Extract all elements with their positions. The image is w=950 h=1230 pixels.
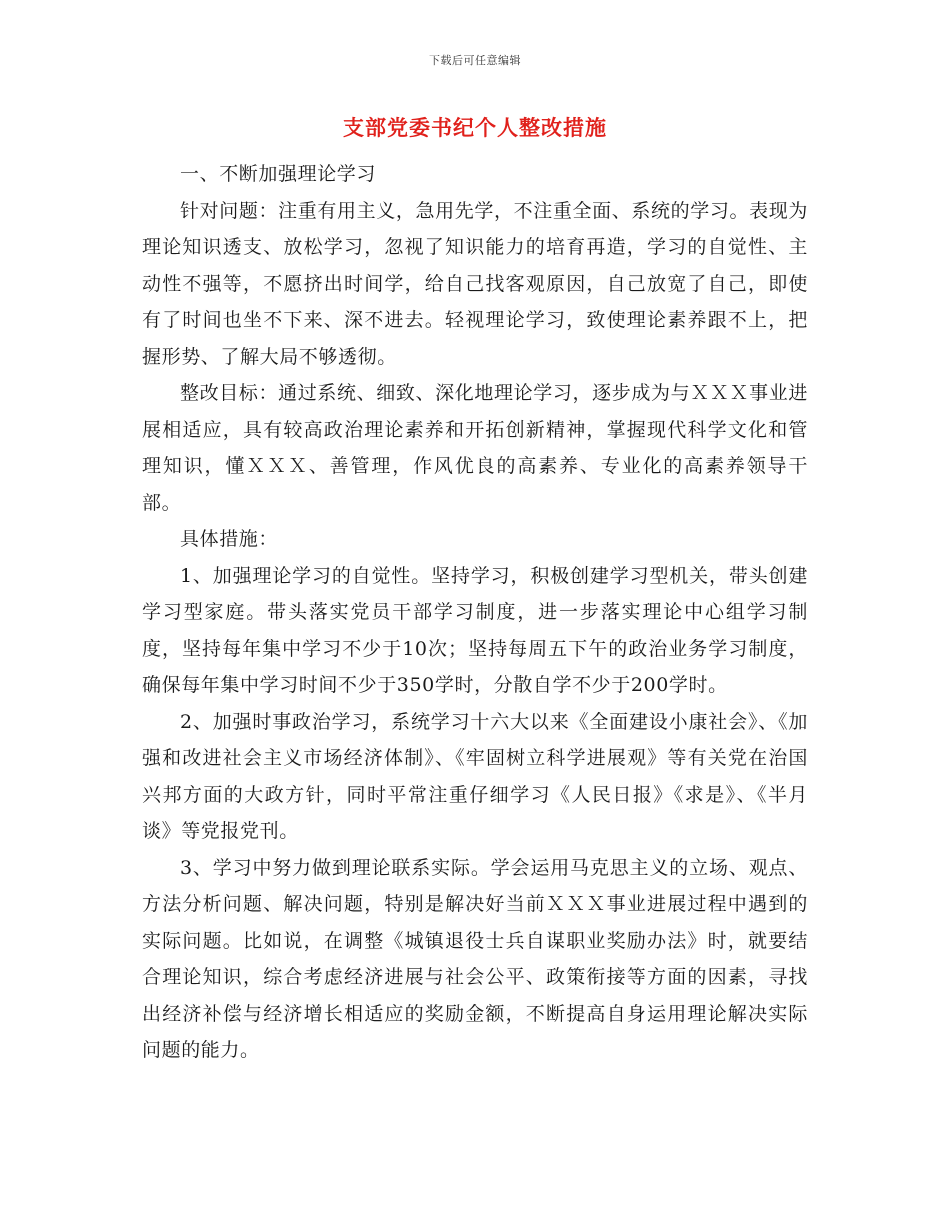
document-title: 支部党委书纪个人整改措施 — [343, 115, 607, 140]
paragraph-measures-heading: 具体措施： — [180, 528, 279, 550]
document-body — [142, 156, 808, 1069]
paragraph-measure-2: 2、加强时事政治学习，系统学习十六大以来《全面建设小康社会》、《加强和改进社会主义市场经济体制》、《牢固树立科学进展观》等有关党在治国兴邦方面的大政方针，同时平常注重仔细学习《人民日报》《求是》、《半月谈》等党报党刊。 — [142, 710, 808, 842]
paragraph-problem: 针对问题：注重有用主义，急用先学，不注重全面、系统的学习。表现为理论知识透支、放松学习，忽视了知识能力的培育再造，学习的自觉性、主动性不强等，不愿挤出时间学，给自己找客观原因，自己放宽了自己，即使有了时间也坐不下来、深不进去。轻视理论学习，致使理论素养跟不上，把握形势、了解大局不够透彻。 — [142, 199, 808, 368]
paragraph-measure-3: 3、学习中努力做到理论联系实际。学会运用马克思主义的立场、观点、方法分析问题、解决问题，特别是解决好当前ＸＸＸ事业进展过程中遇到的实际问题。比如说，在调整《城镇退役士兵自谋职业奖励办法》时，就要结合理论知识，综合考虑经济进展与社会公平、政策衔接等方面的因素，寻找出经济补偿与经济增长相适应的奖励金额，不断提高自身运用理论解决实际问题的能力。 — [142, 856, 808, 1061]
paragraph-measure-1: 1、加强理论学习的自觉性。坚持学习，积极创建学习型机关，带头创建学习型家庭。带头落实党员干部学习制度，进一步落实理论中心组学习制度，坚持每年集中学习不少于10次；坚持每周五下午的政治业务学习制度，确保每年集中学习时间不少于350学时，分散自学不少于200学时。 — [142, 564, 808, 696]
header-note: 下载后可任意编辑 — [429, 54, 521, 67]
section-heading: 一、不断加强理论学习 — [180, 163, 377, 185]
paragraph-goal: 整改目标：通过系统、细致、深化地理论学习，逐步成为与ＸＸＸ事业进展相适应，具有较高政治理论素养和开拓创新精神，掌握现代科学文化和管理知识，懂ＸＸＸ、善管理，作风优良的高素养、专业化的高素养领导干部。 — [142, 382, 808, 514]
